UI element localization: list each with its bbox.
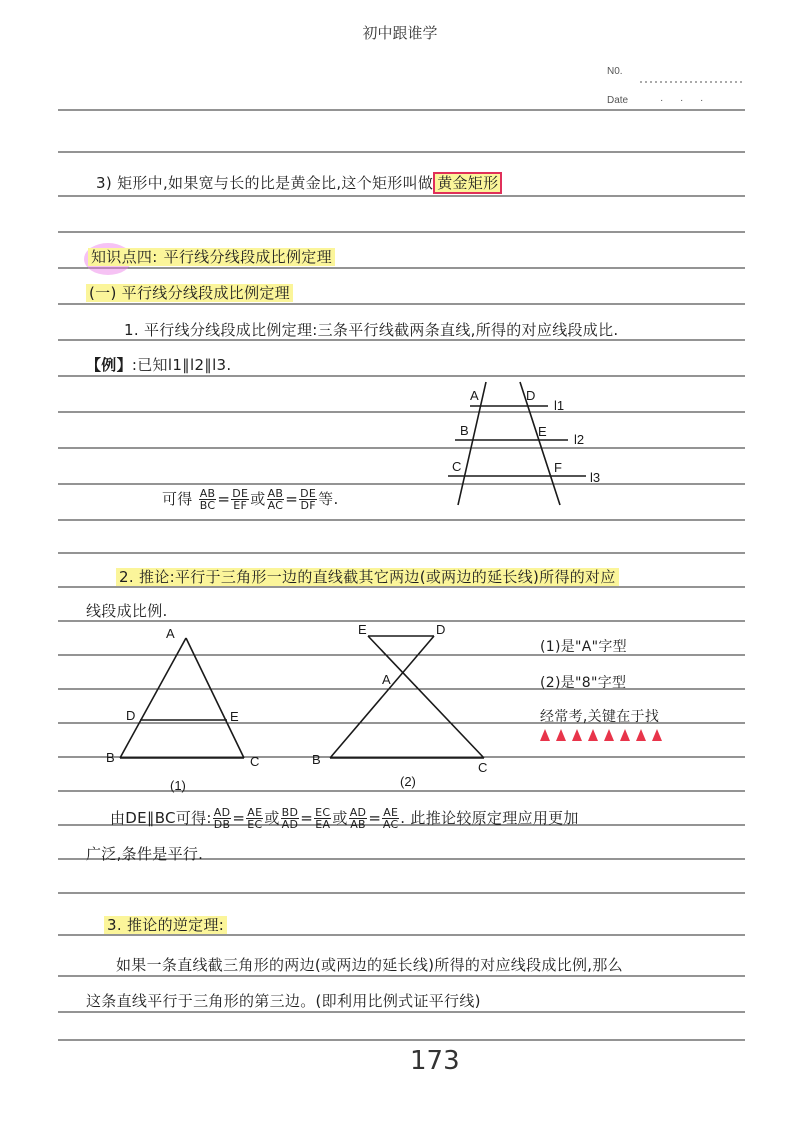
subsection-title [86,282,293,303]
frac-den: BC [199,499,216,512]
header-title: 初中跟谁学 [362,24,438,42]
frac-num: EC [315,806,331,819]
fig1-point-c: C [452,459,462,474]
kp-title: 平行线分线段成比例定理 [161,248,335,266]
date-label: Date [607,95,629,106]
result-line: 可得 $\frac{AB}{BC}$ = $\frac{DE}{EF}$ 或 $\frac{AB}{AC}$ = $\frac{DE}{DF}$ 等. [162,487,339,512]
derivation-prefix: 由DE∥BC可得: [110,809,212,827]
fig-a-side-ab [120,638,186,758]
corollary-line-2: 线段成比例. [86,602,168,620]
result-or: 或 [250,490,266,508]
no-label: N0. [607,66,623,77]
frac-ab-bc [199,488,217,511]
emphasis-mark [652,729,662,741]
fig-b-point-d: D [436,622,446,637]
theorem-1-line: 1. 平行线分线段成比例定理:三条平行线截两条直线,所得的对应线段成比. [124,321,619,339]
knowledge-point-title [88,246,335,267]
emphasis-mark [556,729,566,741]
fig-b-point-a: A [382,672,391,687]
fig-b-point-e: E [358,622,367,637]
corollary-line-1 [116,566,619,587]
fig-b-line-db [330,636,434,758]
frac-den: EA [315,818,331,831]
fig1-point-b: B [460,423,469,438]
example-line [86,354,231,375]
frac-den: AB [350,818,366,831]
fig-b-point-c: C [478,760,488,775]
or-word: 或 [332,809,348,827]
frac-ae-ac [382,807,399,830]
note-key-point: 经常考,关键在于找 [540,709,660,725]
frac-den: AD [281,818,299,831]
equals-sign: = [232,809,246,827]
figure-parallel-lines [430,380,610,510]
fig-b-caption: (2) [400,774,416,789]
note-a-shape: (1)是"A"字型 [540,639,627,655]
fig-b-point-b: B [312,752,321,767]
golden-rect-term: 黄金矩形 [433,172,502,194]
fig1-point-d: D [526,388,536,403]
fig1-label-l1: l1 [554,398,565,413]
frac-num: DE [232,487,249,500]
emphasis-mark [540,729,550,741]
fig1-point-e: E [538,424,547,439]
frac-num: DE [300,487,317,500]
equals-sign: = [300,809,314,827]
fig1-label-l2: l2 [574,432,585,447]
emphasis-mark [588,729,598,741]
frac-ad-db [213,807,232,830]
frac-num: AD [213,806,231,819]
note-8-shape: (2)是"8"字型 [540,675,627,691]
frac-num: AE [383,806,399,819]
result-prefix: 可得 [162,490,193,508]
example-text: :已知l1∥l2∥l3. [131,356,232,374]
red-emphasis-marks [540,726,668,745]
fig1-point-a: A [470,388,479,403]
fig1-point-f: F [554,460,562,475]
or-word: 或 [264,809,280,827]
fig-a-point-e: E [230,709,239,724]
kp-label: 知识点四: [88,248,161,266]
frac-den: EF [233,499,248,512]
fig-a-point-d: D [126,708,136,723]
frac-den: EC [247,818,263,831]
fig1-label-l3: l3 [590,470,601,485]
fig-a-point-a: A [166,626,175,641]
derivation-line [110,807,579,830]
fig-b-line-ec [368,636,484,758]
page-number: 173 [410,1046,460,1076]
frac-den: AC [382,818,399,831]
converse-line-2: 这条直线平行于三角形的第三边。(即利用比例式证平行线) [86,992,481,1010]
figure-8-shape [306,614,506,794]
converse-title-text: 3. 推论的逆定理: [104,916,227,934]
frac-num: AE [247,806,263,819]
converse-line-1: 如果一条直线截三角形的两边(或两边的延长线)所得的对应线段成比例,那么 [116,956,623,974]
frac-ec-ea [314,807,331,830]
emphasis-mark [604,729,614,741]
frac-num: AB [267,487,284,500]
date-dots: · · · [660,95,704,106]
subsection-text: (一) 平行线分线段成比例定理 [86,284,293,302]
frac-ab-ac [267,488,285,511]
frac-de-df [299,488,317,511]
emphasis-mark [636,729,646,741]
frac-num: BD [281,806,299,819]
corollary-text-1: 2. 推论:平行于三角形一边的直线截其它两边(或两边的延长线)所得的对应 [116,568,619,586]
figure-a-shape [100,622,270,797]
result-suffix: 等. [318,490,339,508]
example-tag: 【例】 [86,356,132,374]
frac-den: DB [213,818,231,831]
fig-a-side-ac [186,638,244,758]
frac-num: AB [199,487,216,500]
fig-a-caption: (1) [170,778,186,793]
derivation-tail: . 此推论较原定理应用更加 [400,809,579,827]
frac-den: AC [267,499,284,512]
emphasis-mark [572,729,582,741]
frac-de-ef [231,488,249,511]
frac-den: DF [300,499,316,512]
derivation-line-2: 广泛,条件是平行. [86,845,204,863]
frac-ae-ec [246,807,263,830]
frac-bd-ad [281,807,300,830]
golden-rect-text: 3) 矩形中,如果宽与长的比是黄金比,这个矩形叫做 [96,174,434,192]
converse-title [104,914,227,935]
equals-sign: = [368,809,382,827]
fig-a-point-b: B [106,750,115,765]
fig-a-point-c: C [250,754,260,769]
frac-ad-ab [349,807,368,830]
golden-rect-line [96,172,502,193]
emphasis-mark [620,729,630,741]
frac-num: AD [349,806,367,819]
